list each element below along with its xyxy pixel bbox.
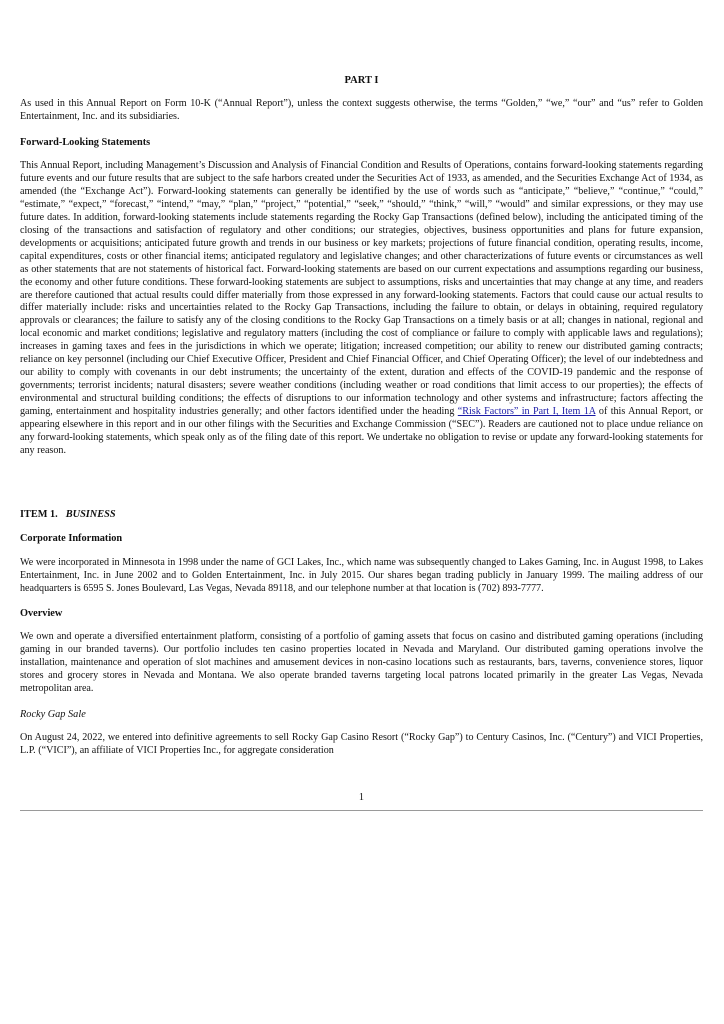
corporate-info-heading: Corporate Information (20, 533, 123, 544)
overview-heading: Overview (20, 608, 63, 619)
risk-factors-link[interactable]: “Risk Factors” in Part I, Item 1A (457, 406, 596, 418)
item1-title: BUSINESS (65, 509, 116, 520)
rocky-gap-paragraph: On August 24, 2022, we entered into definitive agreements to sell Rocky Gap Casino Resort (“Rocky Gap”) to Century Casinos, Inc. (“Century”) and VICI Properties, L.P. (“VICI”), an affiliate of VICI Properties Inc., for aggregate consideration (20, 732, 703, 756)
part-title: PART I (344, 75, 379, 86)
fls-text-part1: This Annual Report, including Management’s Discussion and Analysis of Financial Condition and Results of Operations, contains forward-looking statements regarding future events and our future results that are subject to the safe harbors created under the Securities Act of 1933, as amended, and the Securities Exchange Act of 1934, as amended (the “Exchange Act”). Forward-looking statements can generally be identified by the use of words such as “anticipate,” “believe,” “continue,” “could,” “estimate,” “expect,” “forecast,” “intend,” “may,” “plan,” “project,” “potential,” “seek,” “should,” “think,” “will,” “would” and similar expressions, or they may use future dates. In addition, forward-looking statements include statements regarding the Rocky Gap Transactions (defined below), including the anticipated timing of the closing of the transactions and satisfaction of regulatory and other conditions; our strategies, objectives, business opportunities and plans for future expansion, developments or acquisitions; anticipated future growth and trends in our business or key markets; projections of future financial condition, operating results, income, capital expenditures, costs or other financial items; anticipated regulatory and legislative changes; and other characterizations of future events or circumstances as well as other statements that are not statements of historical fact. Forward-looking statements are based on our current expectations and assumptions regarding our business, the economy and other future conditions. These forward-looking statements are subject to assumptions, risks and uncertainties that may change at any time, and readers are therefore cautioned that actual results could differ materially from those expressed in any forward-looking statements. Factors that could cause our actual results to differ materially include: risks and uncertainties related to the Rocky Gap Transactions, including the failure to obtain, or delays in obtaining, required regulatory approvals or clearances; the failure to satisfy any of the closing conditions to the Rocky Gap Transactions on a timely basis or at all; changes in national, regional and local economic and market conditions; legislative and regulatory matters (including the cost of compliance or failure to comply with applicable laws and regulations); increases in gaming taxes and fees in the jurisdictions in which we operate; litigation; increased competition; our ability to renew our distributed gaming contracts; reliance on key personnel (including our Chief Executive Officer, President and Chief Financial Officer, and Chief Operating Officer); the level of our indebtedness and our ability to comply with covenants in our debt instruments; the uncertainty of the extent, duration and effects of the COVID-19 pandemic and the response of governments; terrorist incidents; natural disasters; severe weather conditions (including weather or road conditions that limit access to our properties); the effects of environmental and structural building conditions; the effects of disruptions to our information technology and other systems and infrastructure; factors affecting the gaming, entertainment and hospitality industries generally; and other factors identified under the heading (20, 160, 703, 418)
intro-paragraph: As used in this Annual Report on Form 10-K (“Annual Report”), unless the context suggests otherwise, the terms “Golden,” “we,” “our” and “us” refer to Golden Entertainment, Inc. and its subsidiaries. (20, 98, 703, 122)
fls-paragraph (20, 160, 703, 458)
rocky-gap-heading: Rocky Gap Sale (20, 709, 86, 720)
fls-heading: Forward-Looking Statements (20, 137, 151, 148)
item1-heading (20, 509, 116, 520)
page-number: 1 (358, 792, 365, 803)
fls-text-part2: of this Annual Report, or appearing elsewhere in this report and in our other filings with the Securities and Exchange Commission (“SEC”). Readers are cautioned not to place undue reliance on any forward-looking statements, which speak only as of the filing date of this report. We undertake no obligation to revise or update any forward-looking statements for any reason. (20, 406, 703, 456)
overview-paragraph: We own and operate a diversified entertainment platform, consisting of a portfolio of gaming assets that focus on casino and distributed gaming operations (including gaming in our branded taverns). Our portfolio includes ten casino properties located in Nevada and Maryland. Our distributed gaming operations involve the installation, maintenance and operation of slot machines and amusement devices in non-casino locations such as restaurants, bars, taverns, convenience stores, liquor stores and grocery stores in Nevada and Montana. We also operate branded taverns targeting local patrons located primarily in the greater Las Vegas, Nevada metropolitan area. (20, 631, 703, 694)
item1-number: ITEM 1. (20, 509, 58, 520)
page-divider (20, 810, 703, 811)
corporate-info-paragraph: We were incorporated in Minnesota in 1998 under the name of GCI Lakes, Inc., which name was subsequently changed to Lakes Gaming, Inc. in August 1998, to Lakes Entertainment, Inc. in June 2002 and to Golden Entertainment, Inc. in July 2015. Our shares began trading publicly in January 1999. The mailing address of our headquarters is 6595 S. Jones Boulevard, Las Vegas, Nevada 89118, and our telephone number at that location is (702) 893-7777. (20, 557, 703, 594)
